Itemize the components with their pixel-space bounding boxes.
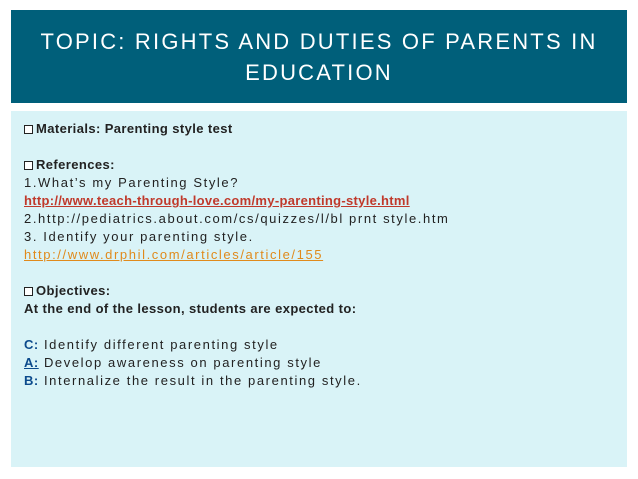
materials-line — [24, 120, 624, 138]
reference-1-link[interactable]: http://www.teach-through-love.com/my-parenting-style.html — [24, 193, 410, 208]
objective-item — [24, 354, 624, 372]
checkbox-bullet-icon — [24, 287, 33, 296]
objective-item — [24, 336, 624, 354]
reference-1-text: 1.What’s my Parenting Style? — [24, 175, 240, 190]
objective-text: Develop awareness on parenting style — [43, 355, 322, 370]
objective-item — [24, 372, 624, 390]
materials-text: Materials: Parenting style test — [36, 121, 233, 136]
reference-2-text: 2.http://pediatrics.about.com/cs/quizzes/l/bl prnt style.htm — [24, 211, 450, 226]
checkbox-bullet-icon — [24, 161, 33, 170]
objectives-intro: At the end of the lesson, students are expected to: — [24, 301, 357, 316]
objective-label: A: — [24, 355, 39, 370]
reference-3-text: 3. Identify your parenting style. — [24, 229, 254, 244]
references-heading-line — [24, 156, 624, 174]
objective-label: C: — [24, 337, 39, 352]
objectives-heading: Objectives: — [36, 283, 111, 298]
checkbox-bullet-icon — [24, 125, 33, 134]
content-body — [24, 120, 624, 390]
title-bar — [11, 10, 627, 103]
reference-3-link[interactable]: http://www.drphil.com/articles/article/155 — [24, 247, 324, 262]
objective-text: Identify different parenting style — [43, 337, 279, 352]
slide-title: TOPIC: RIGHTS AND DUTIES OF PARENTS IN EDUCATION — [40, 28, 598, 85]
objective-label: B: — [24, 373, 39, 388]
references-heading: References: — [36, 157, 115, 172]
objectives-heading-line — [24, 282, 624, 300]
objective-text: Internalize the result in the parenting style. — [43, 373, 362, 388]
